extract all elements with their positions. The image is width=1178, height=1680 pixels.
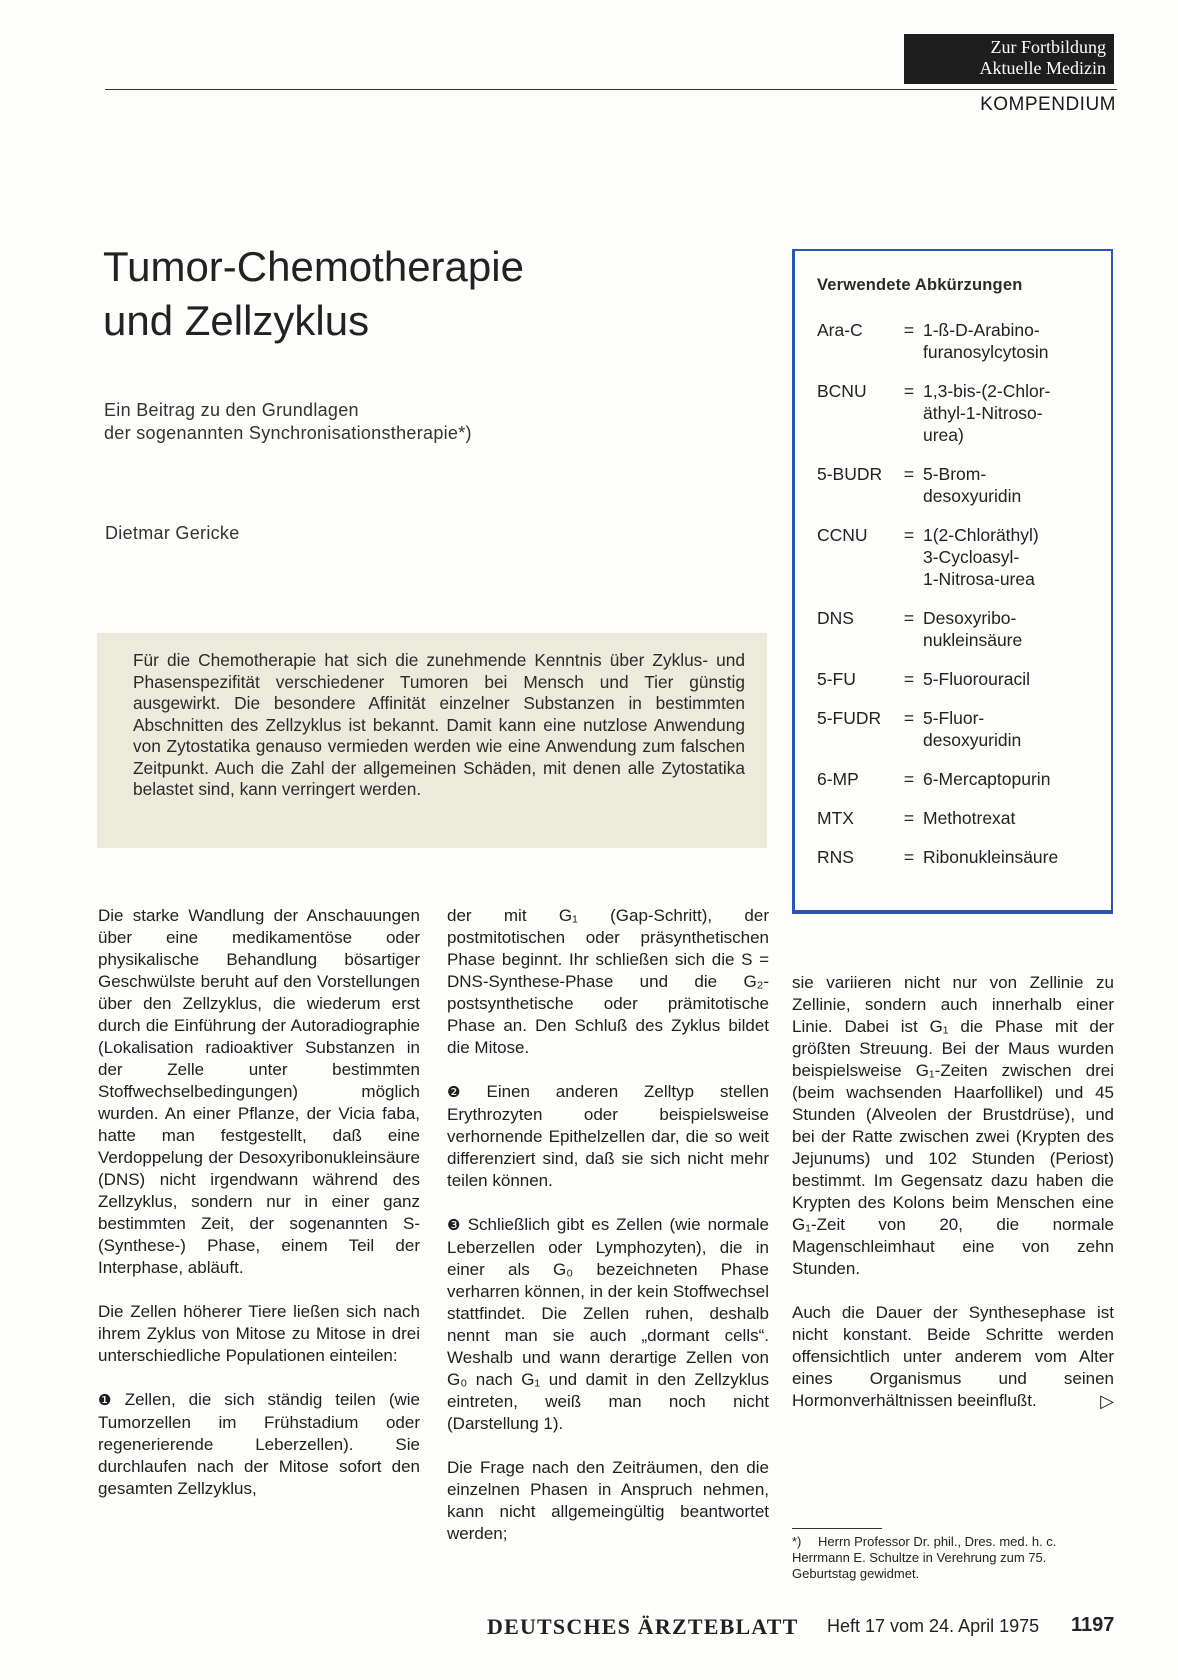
issue-info: Heft 17 vom 24. April 1975 — [827, 1616, 1040, 1636]
abbreviation-row — [817, 768, 1099, 790]
equals-sign: = — [903, 847, 915, 867]
number-marker-1: ❶ — [98, 1392, 120, 1409]
subtitle-line-2: der sogenannten Synchronisationstherapie*) — [104, 423, 472, 443]
paragraph: Die Frage nach den Zeiträumen, den die einzelnen Phasen in Anspruch nehmen, kann nicht allgemeingültig beantwortet werden; — [447, 1458, 769, 1543]
body-column-3 — [792, 972, 1114, 1412]
equals-sign: = — [903, 808, 915, 828]
section-label: KOMPENDIUM — [980, 94, 1116, 115]
article-subtitle — [104, 399, 472, 445]
paragraph: der mit G₁ (Gap-Schritt), der postmitotischen oder präsynthetischen Phase beginnt. Ihr schließen sich die S = DNS-Synthese-Phase und die G₂-postsynthetische oder prämitotische Phase an. Den Schluß des Zyklus bildet die Mitose. — [447, 906, 769, 1057]
abbreviation-row — [817, 524, 1099, 590]
abbreviation-key: BCNU — [817, 381, 867, 401]
header-rule — [105, 89, 1117, 90]
body-column-2 — [447, 905, 769, 1545]
equals-sign: = — [903, 320, 915, 340]
abbreviation-row — [817, 707, 1099, 751]
paragraph-text: Auch die Dauer der Synthesephase ist nicht konstant. Beide Schritte werden offensichtlich unter anderem vom Alter eines Organismus und seinen Hormonverhältnissen beeinflußt. — [792, 1303, 1114, 1410]
article-title — [103, 240, 524, 348]
abbreviations-title: Verwendete Abkürzungen — [817, 276, 1023, 294]
title-line-1: Tumor-Chemotherapie — [103, 243, 524, 290]
abbreviation-value: 1(2-Chloräthyl) 3-Cycloasyl- 1-Nitrosa-urea — [923, 525, 1039, 589]
body-column-1 — [98, 905, 420, 1500]
abbreviation-row — [817, 807, 1099, 829]
equals-sign: = — [903, 708, 915, 728]
abbreviation-row — [817, 463, 1099, 507]
abbreviation-row — [817, 668, 1099, 690]
abbreviation-value: 5-Brom- desoxyuridin — [923, 464, 1022, 506]
paragraph-text: Einen anderen Zelltyp stellen Erythrozyten oder beispielsweise verhornende Epithelzellen dar, die so weit differenziert sind, daß sie sich nicht mehr teilen können. — [447, 1082, 770, 1190]
number-marker-2: ❷ — [447, 1084, 482, 1101]
abbreviation-value: 5-Fluor- desoxyuridin — [923, 708, 1022, 750]
paragraph: sie variieren nicht nur von Zellinie zu Zellinie, sondern auch innerhalb einer Linie. Dabei ist G₁ die Phase mit der größten Streuung. Bei der Maus wurden beispielsweise G₁-Zeiten zwischen drei (beim wachsenden Haarfollikel) und 45 Stunden (Alveolen der Brustdrüse), und bei der Ratte zwischen zwei (Krypten des Jejunums) und 102 Stunden (Periost) bestimmt. Im Gegensatz dazu haben die Krypten des Kolons beim Menschen eine G₁-Zeit von 20, die normale Magenschleimhaut eine von zehn Stunden. — [792, 973, 1114, 1278]
footnote-text: Herrn Professor Dr. phil., Dres. med. h. c. Herrmann E. Schultze in Verehrung zum 75. Geburtstag gewidmet. — [792, 1534, 1057, 1581]
footnote-marker: *) — [792, 1534, 802, 1549]
paragraph-text: Schließlich gibt es Zellen (wie normale Leberzellen oder Lymphozyten), die in einer als G₀ bezeichneten Phase verharren können, in der kein Stoffwechsel stattfindet. Die Zellen ruhen, deshalb nennt man sie auch „dormant cells“. Weshalb und wann derartige Zellen von G₀ nach G₁ und damit in den Zellzyklus eintreten, weiß man noch nicht (Darstellung 1). — [447, 1215, 770, 1433]
abbreviation-row — [817, 846, 1099, 868]
page-number: 1197 — [1071, 1614, 1115, 1636]
equals-sign: = — [903, 464, 915, 484]
abbreviation-value: Methotrexat — [923, 808, 1016, 828]
abbreviation-key: Ara-C — [817, 320, 863, 340]
journal-name: DEUTSCHES ÄRZTEBLATT — [487, 1614, 799, 1639]
abstract-box — [97, 633, 767, 848]
paragraph-text: Zellen, die sich ständig teilen (wie Tumorzellen im Frühstadium oder regenerierende Leberzellen). Sie durchlaufen nach der Mitose sofort den gesamten Zellzyklus, — [98, 1390, 421, 1498]
paragraph: Die starke Wandlung der Anschauungen über eine medikamentöse oder physikalische Behandlung bösartiger Geschwülste beruht auf den Vorstellungen über den Zellzyklus, die wiederum erst durch die Einführung der Autoradiographie (Lokalisation radioaktiver Substanzen in der Zelle unter bestimmten Stoffwechselbedingungen) möglich wurden. An einer Pflanze, der Vicia faba, hatte man festgestellt, daß eine Verdoppelung der Desoxyribonukleinsäure (DNS) nicht irgendwann während des Zellzyklus, sondern nur in einer ganz bestimmten Zeit, der sogenannten S-(Synthese-) Phase, einem Teil der Interphase, abläuft. — [98, 906, 420, 1277]
abbreviation-key: 5-FU — [817, 669, 856, 689]
tag-line-2: Aktuelle Medizin — [979, 58, 1106, 78]
footnote-rule — [792, 1528, 882, 1529]
footnote — [792, 1534, 1110, 1582]
abbreviation-row — [817, 380, 1099, 446]
abstract-text: Für die Chemotherapie hat sich die zunehmende Kenntnis über Zyklus- und Phasenspezifität verschiedener Tumoren bei Mensch und Tier günstig ausgewirkt. Die besondere Affinität einzelner Substanzen in bestimmten Abschnitten des Zellzyklus ist bekannt. Damit kann eine nutzlose Anwendung von Zytostatika genauso vermieden werden wie eine Anwendung zum falschen Zeitpunkt. Auch die Zahl der allgemeinen Schäden, mit denen alle Zytostatika belastet sind, kann verringert werden. — [133, 650, 745, 799]
continue-arrow-icon: ▷ — [1100, 1391, 1114, 1411]
abbreviation-key: CCNU — [817, 525, 868, 545]
abbreviation-row — [817, 607, 1099, 651]
abbreviation-value: Ribonukleinsäure — [923, 847, 1059, 867]
equals-sign: = — [903, 608, 915, 628]
abbreviation-value: Desoxyribo- nukleinsäure — [923, 608, 1023, 650]
abbreviations-list — [817, 319, 1099, 868]
abbreviation-value: 6-Mercaptopurin — [923, 769, 1051, 789]
equals-sign: = — [903, 669, 915, 689]
abbreviation-row — [817, 319, 1099, 363]
abbreviations-box — [792, 249, 1113, 914]
title-line-2: und Zellzyklus — [103, 297, 370, 344]
abbreviation-value: 1-ß-D-Arabino- furanosylcytosin — [923, 320, 1049, 362]
author: Dietmar Gericke — [105, 523, 240, 543]
tag-line-1: Zur Fortbildung — [990, 37, 1106, 57]
abbreviation-key: 5-FUDR — [817, 708, 882, 728]
abbreviation-key: 5-BUDR — [817, 464, 883, 484]
abbreviation-key: MTX — [817, 808, 854, 828]
numbered-paragraph — [447, 1081, 769, 1192]
equals-sign: = — [903, 525, 915, 545]
abbreviation-key: RNS — [817, 847, 854, 867]
abbreviation-key: 6-MP — [817, 769, 859, 789]
paragraph: Die Zellen höherer Tiere ließen sich nach ihrem Zyklus von Mitose zu Mitose in drei unterschiedliche Populationen einteilen: — [98, 1302, 420, 1365]
subtitle-line-1: Ein Beitrag zu den Grundlagen — [104, 400, 359, 420]
paragraph — [792, 1302, 1114, 1412]
number-marker-3: ❸ — [447, 1217, 463, 1234]
abbreviation-value: 5-Fluorouracil — [923, 669, 1030, 689]
numbered-paragraph — [98, 1389, 420, 1500]
equals-sign: = — [903, 381, 915, 401]
abbreviation-value: 1,3-bis-(2-Chlor- äthyl-1-Nitroso- urea) — [923, 381, 1051, 445]
numbered-paragraph — [447, 1214, 769, 1435]
abbreviation-key: DNS — [817, 608, 854, 628]
equals-sign: = — [903, 769, 915, 789]
section-tag-box — [904, 34, 1114, 84]
